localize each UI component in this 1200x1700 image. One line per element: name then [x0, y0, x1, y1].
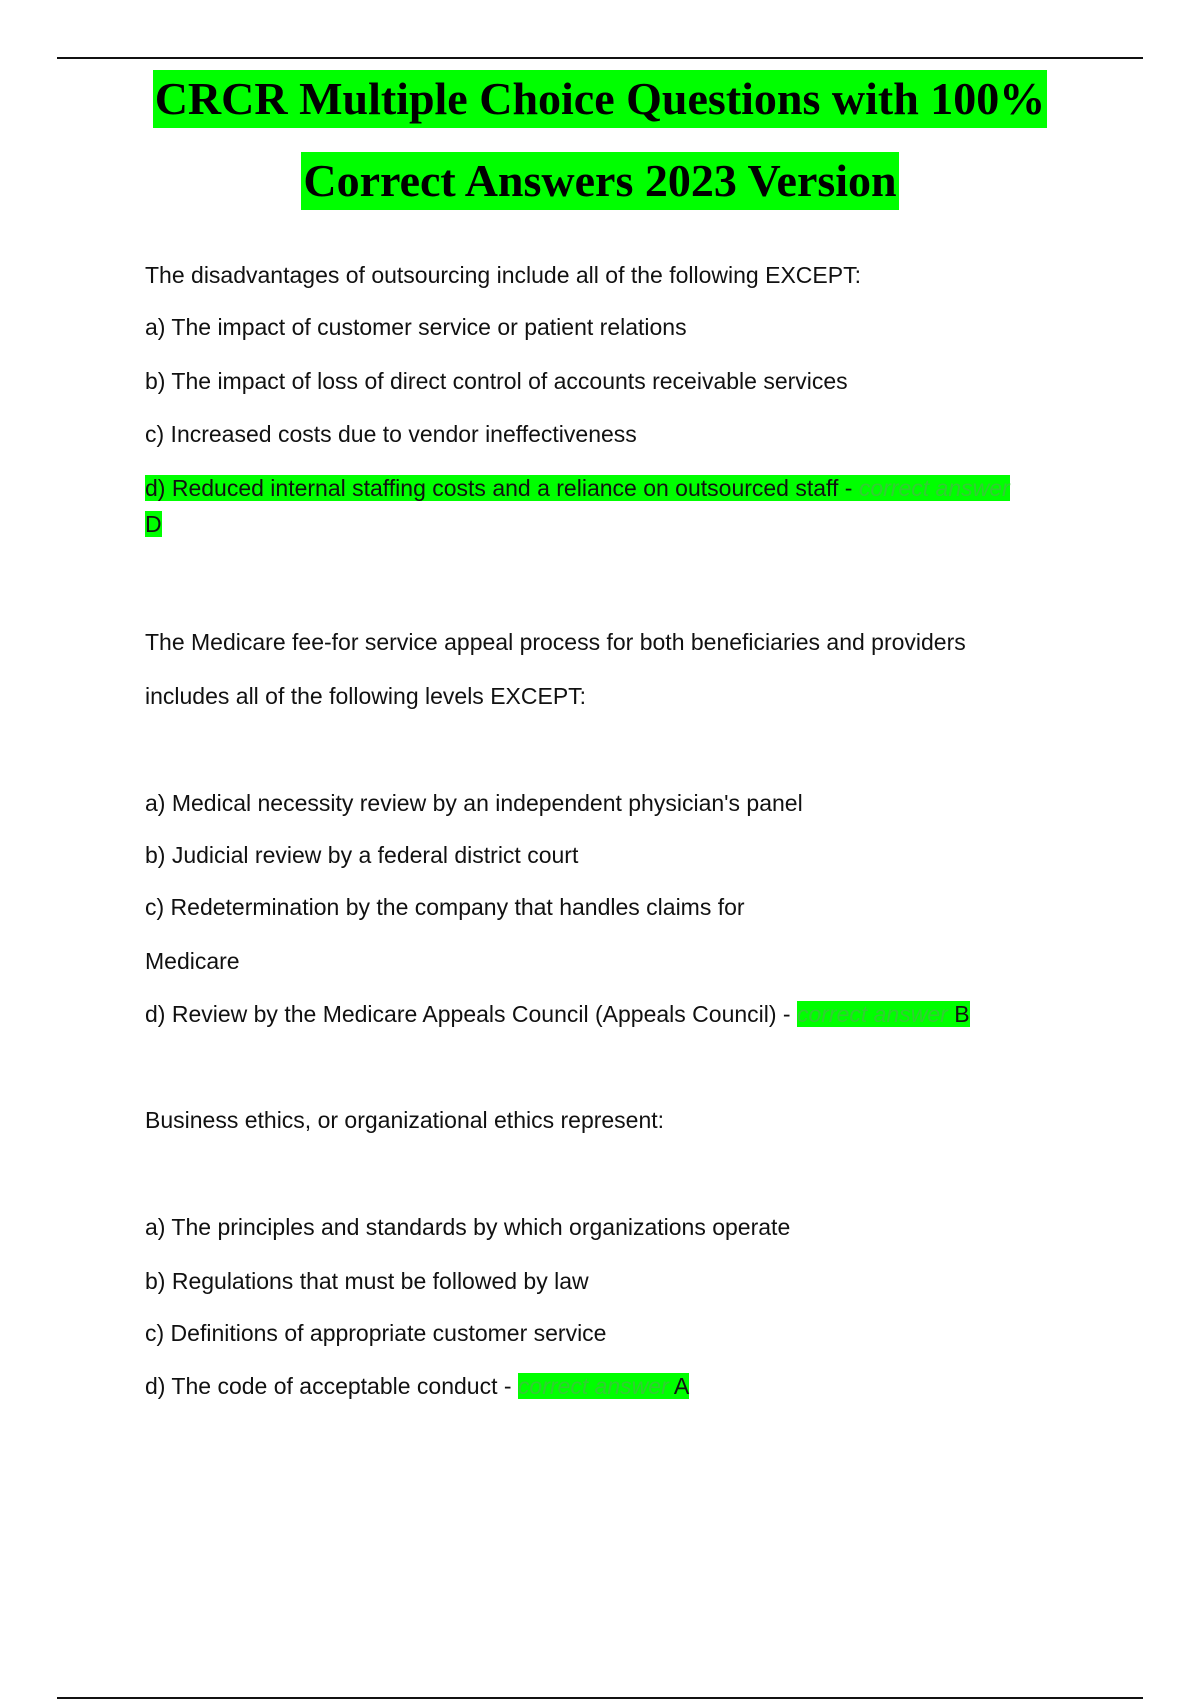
question-2-option-d: [145, 999, 970, 1029]
title-line-1: CRCR Multiple Choice Questions with 100%: [153, 70, 1048, 128]
question-2-answer-letter: B: [947, 1001, 970, 1027]
top-rule: [57, 57, 1143, 59]
title-line-2: Correct Answers 2023 Version: [301, 152, 898, 210]
question-1-option-a: a) The impact of customer service or patient relations: [145, 314, 687, 340]
document-title: [0, 70, 1200, 234]
question-2-option-d-text: d) Review by the Medicare Appeals Council (Appeals Council) -: [145, 1001, 797, 1027]
question-3-stem: Business ethics, or organizational ethics represent:: [145, 1107, 665, 1133]
question-3-option-a: a) The principles and standards by which organizations operate: [145, 1214, 791, 1240]
question-1-option-b: b) The impact of loss of direct control of accounts receivable services: [145, 368, 848, 394]
question-3-answer-label: correct answer: [517, 1373, 669, 1399]
question-2-option-c: c) Redetermination by the company that handles claims for: [145, 894, 745, 920]
question-1-answer-label: correct answer: [858, 475, 1010, 501]
question-3-option-b: b) Regulations that must be followed by law: [145, 1268, 589, 1294]
question-2-stem-line-2: includes all of the following levels EXCEPT:: [145, 683, 587, 709]
question-2-option-a: a) Medical necessity review by an independent physician's panel: [145, 790, 803, 816]
question-3-option-d-text: d) The code of acceptable conduct -: [145, 1373, 518, 1399]
question-1-option-d: [145, 470, 1025, 542]
question-3-option-c: c) Definitions of appropriate customer service: [145, 1320, 607, 1346]
question-1-stem: The disadvantages of outsourcing include all of the following EXCEPT:: [145, 262, 861, 288]
question-2-stem-line-1: The Medicare fee-for service appeal process for both beneficiaries and providers: [145, 629, 966, 655]
question-1-answer-letter: D: [145, 511, 162, 537]
question-2-answer-label: correct answer: [796, 1001, 948, 1027]
question-2-option-c-cont: Medicare: [145, 948, 240, 974]
question-1-option-c: c) Increased costs due to vendor ineffectiveness: [145, 421, 637, 447]
question-2-option-b: b) Judicial review by a federal district court: [145, 842, 579, 868]
bottom-rule: [57, 1697, 1143, 1699]
question-1-option-d-text: d) Reduced internal staffing costs and a reliance on outsourced staff -: [145, 475, 859, 501]
question-3-option-d: [145, 1371, 689, 1401]
question-3-answer-letter: A: [668, 1373, 690, 1399]
